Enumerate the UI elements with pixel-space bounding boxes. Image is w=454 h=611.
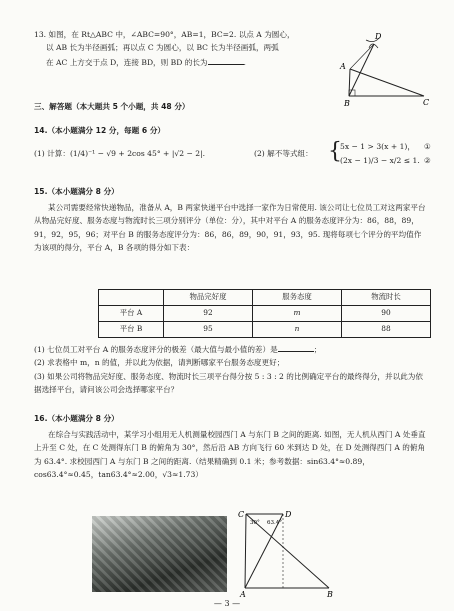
q15-subquestions — [34, 342, 426, 396]
exam-page: 13. 如图，在 Rt△ABC 中，∠ABC=90°，AB=1，BC=2. 以点 A 为圆心， 以 AB 长为半径画弧；再以点 C 为圆心，以 BC 长为半径画弧，两弧 在 AC 上方交于点 D，连接 BD，则 BD 的长为 . D A B C 三、解答题（本大题共 5 个小题，共 48 分） 14.（本小题满分 12 分，每题 6 分） (1) 计算：(1/4)⁻¹ − √9 + 2cos 45° + |√2 − 2|. (2) 解不等式组： { 5x − 1 > 3(x + 1)， ① (2x − 1)/3 − x/2 ≤ 1. ② 15.（本小题满分 8 分） 某公司需要经常快递物品，准备从 A，B 两家快递平台中选择一家作为日常使用. 该公司让七位员工对这两家平台从物品完好度、服务态度与物流时长三项分别评分（单位：分），其中对平台 A 的服务态度评分为：86，88，89，91，92，95，96；对平台 B 的服务态度评分为：86，86，89，90，91，93，95. 现将每项七个评分的平均值作为该项的得分，平台 A，B 各项的得分如下表： 物品完好度 服务态度 物流时长 平台 A 92 m 90 平台 B 95 n 88 (1) 七位员工对平台 A 的服务态度评分的极差（最大值与最小值的差）是 ； (2) 求表格中 m，n 的值，并以此为依据，请判断哪家平台服务态度更好； (3) 如果公司将物品完好度、服务态度、物流时长三项平台得分按 5 : 3 : 2 的比例确定平台的最终得分，并以此为依据选择平台，请问该公司会选择哪家平台？ 16.（本小题满分 8 分） 在综合与实践活动中，某学习小组用无人机测量校园西门 A 与东门 B 之间的距离. 如图，无人机从西门 A 处垂直上升至 C 处，在 C 处测得东门 B 的俯角为 30°，然后沿 AB 方向飞行 60 米到达 D 处，在 D 处测得西门 A 的俯角为 63.4°. 求校园西门 A 与东门 B 之间的距离.（结果精确到 0.1 米；参考数据：sin63.4°≈0.89，cos63.4°≈0.45，tan63.4°≈2.00，√3≈1.73） C D 30° 63.4° A B — 3 — — [0, 0, 454, 609]
inequality-2: (2x − 1)/3 − x/2 ≤ 1. — [340, 156, 420, 165]
page-number: — 3 — — [213, 599, 241, 608]
q15-sub2: (2) 求表格中 m，n 的值，并以此为依据，请判断哪家平台服务态度更好； — [34, 358, 285, 368]
q16-angle-30: 30° — [250, 520, 260, 526]
question-16 — [34, 428, 426, 481]
brace: { — [328, 139, 342, 164]
q13-line1: 13. 如图，在 Rt△ABC 中，∠ABC=90°，AB=1，BC=2. 以点 A 为圆心， — [34, 30, 295, 39]
campus-aerial-photo — [92, 516, 227, 592]
q13-line3: 在 AC 上方交于点 D，连接 BD，则 BD 的长为 . — [34, 55, 334, 69]
q15-intro: 某公司需要经常快递物品，准备从 A，B 两家快递平台中选择一家作为日常使用. 该公司让七位员工对这两家平台从物品完好度、服务态度与物流时长三项分别评分（单位：分），其中对平台 A 的服务态度评分为：86，88，89，91，92，95，96；对平台 B 的服务态度评分为：86，86，89，90，91，93，95. 现将每项七个评分的平均值作为该项的得分，平台 A，B 各项的得分如下表： — [34, 203, 426, 252]
q15-sub3: (3) 如果公司将物品完好度、服务态度、物流时长三项平台得分按 5 : 3 : 2 的比例确定平台的最终得分，并以此为依据选择平台，请问该公司会选择哪家平台？ — [34, 371, 423, 394]
table-header-row: 物品完好度 服务态度 物流时长 — [99, 290, 431, 306]
q13-figure — [336, 30, 436, 110]
q13-line2: 以 AB 长为半径画弧；再以点 C 为圆心，以 BC 长为半径画弧，两弧 — [46, 43, 279, 53]
q15-header: 15.（本小题满分 8 分） — [34, 187, 119, 196]
question-15 — [34, 201, 426, 254]
q16-label-c: C — [238, 510, 245, 519]
inequality-1: 5x − 1 > 3(x + 1)， — [340, 142, 415, 151]
q16-header: 16.（本小题满分 8 分） — [34, 414, 119, 423]
section-title: 三、解答题（本大题共 5 个小题，共 48 分） — [34, 102, 190, 111]
q14-part1-expression: (1/4)⁻¹ − √9 + 2cos 45° + |√2 − 2|. — [69, 149, 206, 158]
q16-figure — [234, 506, 344, 598]
q16-label-b: B — [327, 590, 333, 598]
q14-header: 14.（本小题满分 12 分，每题 6 分） — [34, 126, 166, 135]
question-13 — [34, 28, 334, 69]
answer-blank — [278, 342, 314, 352]
q13-label-a: A — [340, 62, 346, 71]
q15-sub1: (1) 七位员工对平台 A 的服务态度评分的极差（最大值与最小值的差）是 ； — [34, 342, 426, 356]
score-table — [98, 289, 431, 338]
q16-body: 在综合与实践活动中，某学习小组用无人机测量校园西门 A 与东门 B 之间的距离. 如图，无人机从西门 A 处垂直上升至 C 处，在 C 处测得东门 B 的俯角为 30°，然后沿 AB 方向飞行 60 米到达 D 处，在 D 处测得西门 A 的俯角为 63.4°. 求校园西门 A 与东门 B 之间的距离.（结果精确到 0.1 米；参考数据：sin63.4°≈0.89，cos63.4°≈0.45，tan63.4°≈2.00，√3≈1.73） — [34, 430, 426, 479]
q16-label-d: D — [285, 510, 292, 519]
q14-part1: (1) 计算：(1/4)⁻¹ − √9 + 2cos 45° + |√2 − 2|. — [34, 149, 206, 158]
q16-label-a: A — [240, 590, 246, 598]
q13-label-d: D — [375, 32, 382, 41]
answer-blank — [208, 55, 244, 65]
q16-angle-634: 63.4° — [267, 520, 282, 526]
q13-label-c: C — [423, 98, 430, 107]
q13-label-b: B — [344, 99, 350, 108]
table-row: 平台 A 92 m 90 — [99, 306, 431, 322]
table-row: 平台 B 95 n 88 — [99, 322, 431, 338]
